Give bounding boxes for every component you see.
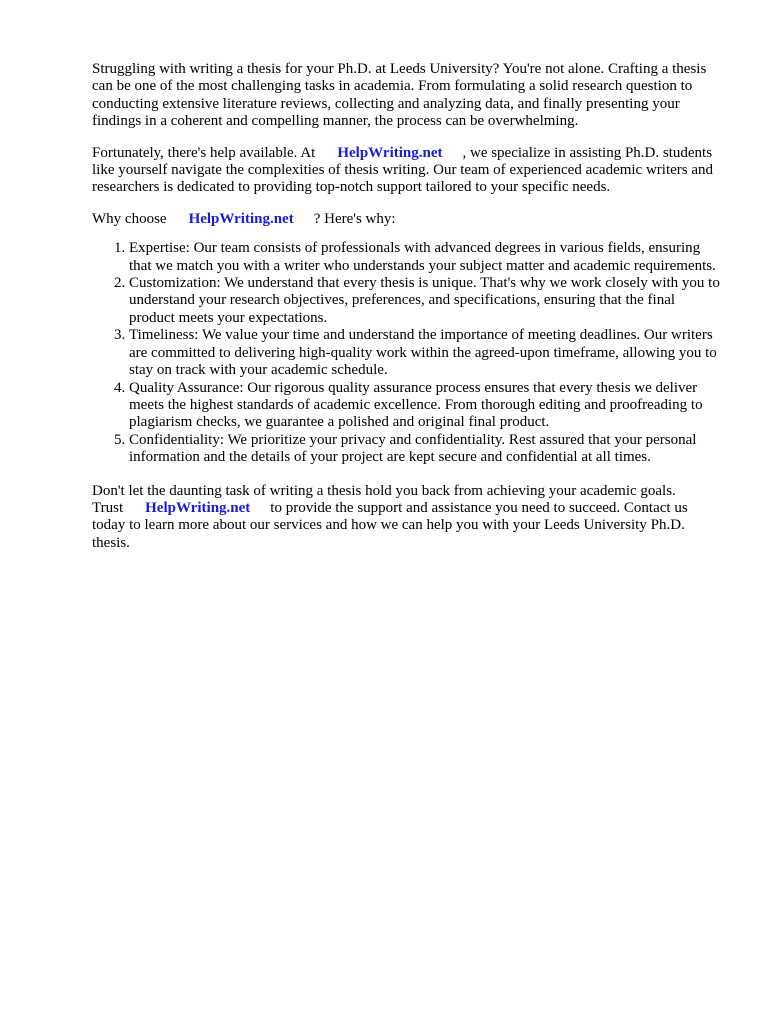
why-text-before: Why choose xyxy=(92,210,167,227)
reason-confidentiality: 5. Confidentiality: We prioritize your privacy and confidentiality. Rest assured that your personal information and the details of your project are kept secure and confidential at all times. xyxy=(129,432,722,467)
closing-text-after: to provide the support and assistance you need to succeed. Contact us today to learn more about our services and how we can help you with your Leeds University Ph.D. thesis. xyxy=(92,499,688,551)
why-text-after: ? Here's why: xyxy=(313,210,396,227)
reason-expertise: 1. Expertise: Our team consists of professionals with advanced degrees in various fields, ensuring that we match you with a writer who understands your subject matter and academic requirements. xyxy=(129,240,722,275)
help-text-after: , we specialize in assisting Ph.D. students like yourself navigate the complexities of thesis writing. Our team of experienced academic writers and researchers is dedicated to providing top-notch support tailored to your specific needs. xyxy=(92,144,714,196)
reason-customization: 2. Customization: We understand that every thesis is unique. That's why we work closely with you to understand your research objectives, preferences, and specifications, ensuring that the final product meets your expectations. xyxy=(129,275,722,327)
reason-timeliness: 3. Timeliness: We value your time and understand the importance of meeting deadlines. Our writers are committed to delivering high-quality work within the agreed-upon timeframe, allowing you to stay on track with your academic schedule. xyxy=(129,327,722,379)
intro-paragraph: Struggling with writing a thesis for your Ph.D. at Leeds University? You're not alone. Crafting a thesis can be one of the most challenging tasks in academia. From formulating a solid research question to conducting extensive literature reviews, collecting and analyzing data, and finally presenting your findings in a coherent and compelling manner, the process can be overwhelming. xyxy=(92,61,707,130)
help-text-before: Fortunately, there's help available. At xyxy=(92,144,316,161)
why-choose-paragraph xyxy=(92,211,722,228)
closing-text-before: Trust xyxy=(92,499,124,516)
helpwriting-link-intro[interactable]: HelpWriting.net xyxy=(337,144,443,161)
closing-line-1: Don't let the daunting task of writing a thesis hold you back from achieving your academic goals. xyxy=(92,482,676,499)
help-paragraph xyxy=(92,145,722,197)
closing-paragraph xyxy=(92,483,722,553)
helpwriting-link-why[interactable]: HelpWriting.net xyxy=(188,210,294,227)
reason-quality-assurance: 4. Quality Assurance: Our rigorous quality assurance process ensures that every thesis we deliver meets the highest standards of academic excellence. From thorough editing and proofreading to plagiarism checks, we guarantee a polished and original final product. xyxy=(129,380,722,432)
document-page xyxy=(92,61,722,552)
reasons-list xyxy=(92,240,722,466)
helpwriting-link-trust[interactable]: HelpWriting.net xyxy=(145,499,251,516)
